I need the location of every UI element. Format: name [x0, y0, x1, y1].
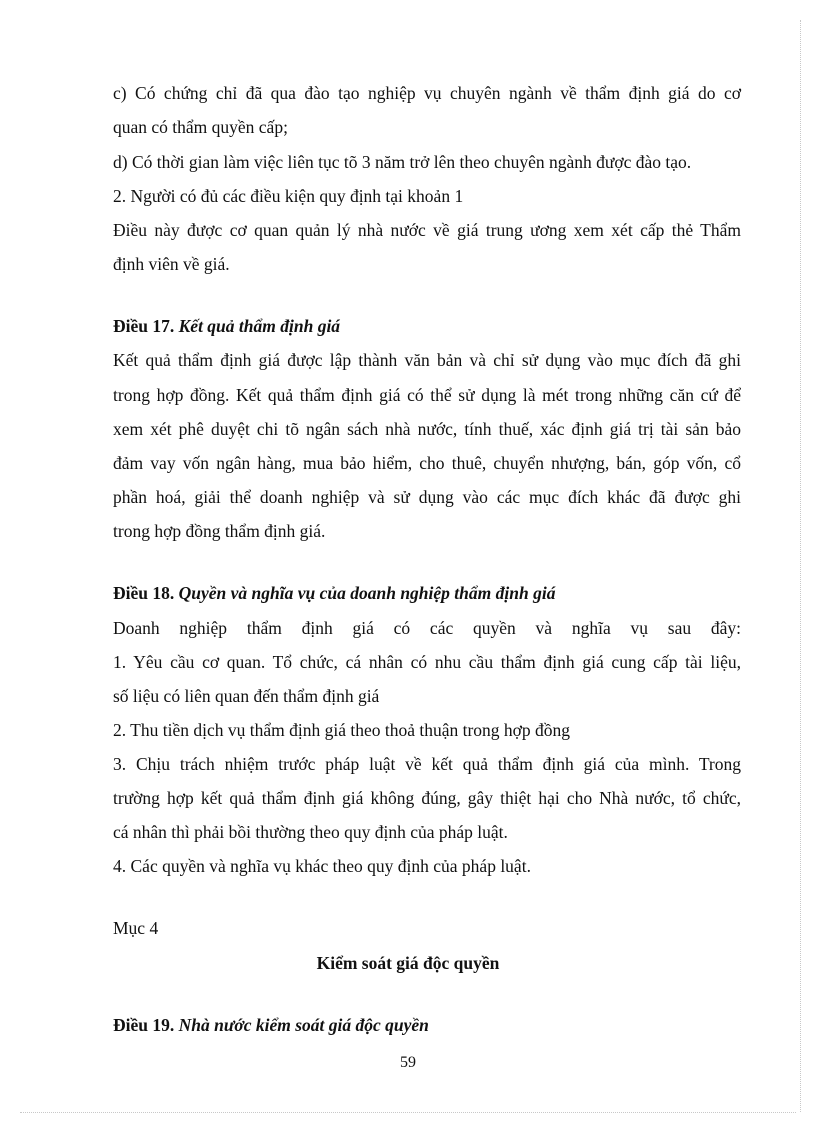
text-line: số liệu có liên quan đến thẩm định giá [113, 686, 380, 706]
text-line: xem xét phê duyệt chi tõ ngân sách nhà nước, tính thuế, xác định giá trị tài sản bảo [113, 419, 741, 439]
article-19-number: Điều 19. [113, 1015, 175, 1035]
text-line: phần hoá, giải thể doanh nghiệp và sử dụng vào các mục đích khác đã được ghi [113, 487, 741, 507]
text-line: 2. Thu tiền dịch vụ thẩm định giá theo thoả thuận trong hợp đồng [113, 720, 571, 740]
text-line: 1. Yêu cầu cơ quan. Tổ chức, cá nhân có nhu cầu thẩm định giá cung cấp tài liệu, [113, 652, 741, 672]
article-18-heading [113, 582, 741, 604]
article-18-title: Quyền và nghĩa vụ của doanh nghiệp thẩm định giá [178, 583, 556, 603]
text-line: Điều này được cơ quan quản lý nhà nước về giá trung ương xem xét cấp thẻ Thẩm [113, 220, 741, 240]
article-17-title: Kết quả thẩm định giá [178, 316, 341, 336]
article-17-heading [113, 315, 741, 337]
article-17-number: Điều 17. [113, 316, 175, 336]
page-border-bottom [20, 1112, 796, 1113]
text-line: đảm vay vốn ngân hàng, mua bảo hiểm, cho thuê, chuyển nhượng, bán, góp vốn, cổ [113, 453, 741, 473]
text-line: cá nhân thì phải bồi thường theo quy định của pháp luật. [113, 822, 508, 842]
text-line: Kết quả thẩm định giá được lập thành văn bản và chỉ sử dụng vào mục đích đã ghi [113, 350, 741, 370]
text-line: 2. Người có đủ các điều kiện quy định tại khoản 1 [113, 186, 464, 206]
text-line: trong hợp đồng thẩm định giá. [113, 521, 326, 541]
section-label: Mục 4 [113, 918, 159, 938]
text-line: quan có thẩm quyền cấp; [113, 117, 288, 137]
page-border-right [800, 20, 801, 1112]
article-19-heading [113, 1014, 741, 1036]
section-title: Kiểm soát giá độc quyền [316, 953, 500, 973]
page-number: 59 [400, 1054, 416, 1071]
text-line: trường hợp kết quả thẩm định giá không đúng, gây thiệt hại cho Nhà nước, tổ chức, [113, 788, 741, 808]
text-line: c) Có chứng chỉ đã qua đào tạo nghiệp vụ chuyên ngành về thẩm định giá do cơ [113, 83, 741, 103]
article-19-title: Nhà nước kiểm soát giá độc quyền [178, 1015, 429, 1035]
text-line: d) Có thời gian làm việc liên tục tõ 3 năm trở lên theo chuyên ngành được đào tạo. [113, 152, 692, 172]
article-18-number: Điều 18. [113, 583, 175, 603]
text-line: định viên về giá. [113, 254, 230, 274]
text-line: 4. Các quyền và nghĩa vụ khác theo quy định của pháp luật. [113, 856, 531, 876]
text-line: 3. Chịu trách nhiệm trước pháp luật về kết quả thẩm định giá của mình. Trong [113, 754, 741, 774]
text-line: Doanh nghiệp thẩm định giá có các quyền và nghĩa vụ sau đây: [113, 618, 741, 638]
text-line: trong hợp đồng. Kết quả thẩm định giá có thể sử dụng là mét trong những căn cứ để [113, 385, 741, 405]
